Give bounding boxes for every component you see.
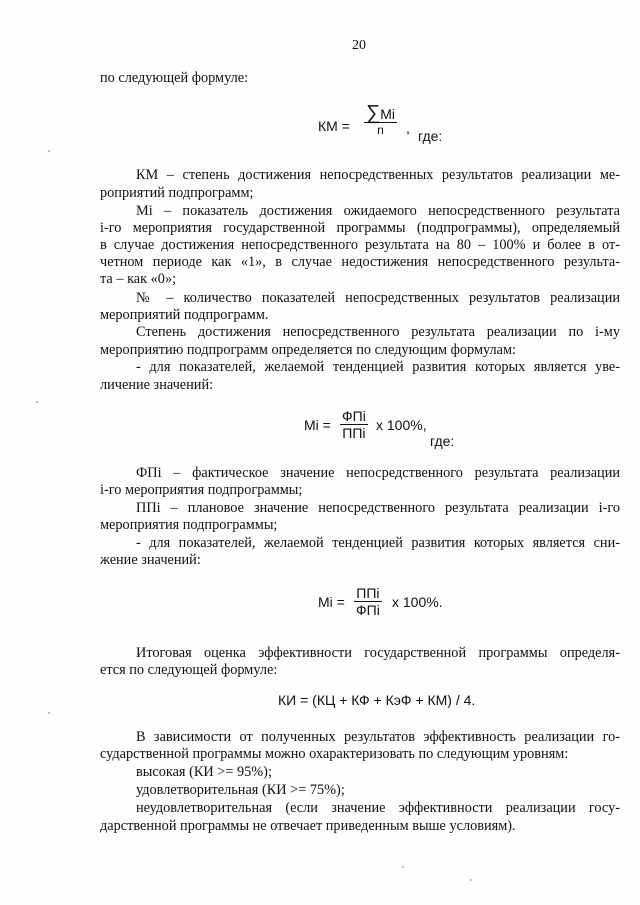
formula-km-comma: , (406, 120, 410, 136)
level-high: высокая (КИ >= 95%); (136, 764, 272, 780)
para-total-line-1: Итоговая оценка эффективности государственной программы определя- (136, 645, 620, 661)
formula-km-numerator: Mi (380, 106, 396, 122)
formula-mi2-rhs: х 100%. (392, 594, 443, 610)
para-mi-line-2: i-го мероприятия государственной программы (подпрограммы), определяемый (100, 220, 620, 236)
para-km-line-2: роприятий подпрограмм; (100, 185, 254, 201)
para-no-line-2: мероприятий подпрограмм. (100, 307, 269, 323)
para-decrease-line-2: жение значений: (100, 552, 201, 568)
formula-mi2-fraction (354, 585, 382, 618)
formula-mi2-lhs: Mi = (318, 594, 345, 610)
para-no-line-1: № – количество показателей непосредственных результатов реализации (136, 290, 620, 306)
formula-mi1-where: где: (430, 433, 455, 449)
scan-speck (48, 150, 50, 152)
level-satisfactory: удовлетворительная (КИ >= 75%); (136, 782, 345, 798)
para-fp-line-1: ФПi – фактическое значение непосредственного результата реализации (136, 465, 620, 481)
para-mi-line-3: в случае достижения непосредственного результата на 80 – 100% и более в от- (100, 237, 620, 253)
para-degree-line-1: Степень достижения непосредственного результата реализации по i-му (136, 324, 620, 340)
scan-speck (402, 866, 404, 868)
formula-mi1-denominator: ППi (340, 424, 368, 441)
para-mi-line-4: четном периоде как «1», в случае недостижения непосредственного результа- (100, 254, 620, 270)
formula-ki: КИ = (КЦ + КФ + КэФ + КМ) / 4. (278, 692, 476, 708)
formula-km-where: где: (418, 128, 443, 144)
scan-speck (48, 712, 50, 714)
para-km-line-1: КМ – степень достижения непосредственных результатов реализации ме- (136, 167, 620, 183)
formula-mi1-numerator: ФПi (342, 408, 366, 424)
para-fp-line-2: i-го мероприятия подпрограммы; (100, 482, 303, 498)
para-mi-line-5: та – как «0»; (100, 271, 177, 287)
para-levels-line-2: сударственной программы можно охарактеризовать по следующим уровням: (100, 746, 569, 762)
formula-mi1-lhs: Mi = (304, 417, 331, 433)
formula-km-fraction (364, 104, 397, 137)
para-pp-line-2: мероприятия подпрограммы; (100, 517, 278, 533)
para-increase-line-2: личение значений: (100, 377, 214, 393)
para-unsat-line-1: неудовлетворительная (если значение эффективности реализации госу- (136, 800, 620, 816)
para-pp-line-1: ППi – плановое значение непосредственного результата реализации i-го (136, 500, 620, 516)
sum-symbol: ∑ (366, 102, 381, 124)
page-number: 20 (352, 38, 366, 53)
formula-mi2-numerator: ППi (356, 585, 380, 601)
formula-mi1-rhs: х 100%, (376, 417, 427, 433)
para-total-line-2: ется по следующей формуле: (100, 662, 278, 678)
formula-mi-increase (304, 408, 474, 448)
para-decrease-line-1: - для показателей, желаемой тенденцией развития которых является сни- (136, 535, 620, 551)
scan-speck (470, 879, 472, 881)
para-degree-line-2: мероприятию подпрограмм определяется по следующим формулам: (100, 342, 517, 358)
formula-km (318, 104, 478, 148)
formula-mi2-denominator: ФПi (356, 602, 380, 618)
intro-line: по следующей формуле: (100, 70, 249, 86)
para-levels-line-1: В зависимости от полученных результатов эффективность реализации го- (136, 729, 620, 745)
formula-km-lhs: КМ = (318, 118, 350, 134)
formula-km-denominator: n (364, 122, 397, 137)
para-mi-line-1: Mi – показатель достижения ожидаемого непосредственного результата (136, 203, 620, 219)
para-increase-line-1: - для показателей, желаемой тенденцией развития которых является уве- (136, 359, 620, 375)
formula-mi1-fraction (340, 408, 368, 441)
scan-speck (36, 401, 38, 403)
formula-mi-decrease (318, 585, 458, 625)
para-unsat-line-2: дарственной программы не отвечает приведенным выше условиям). (100, 818, 516, 834)
